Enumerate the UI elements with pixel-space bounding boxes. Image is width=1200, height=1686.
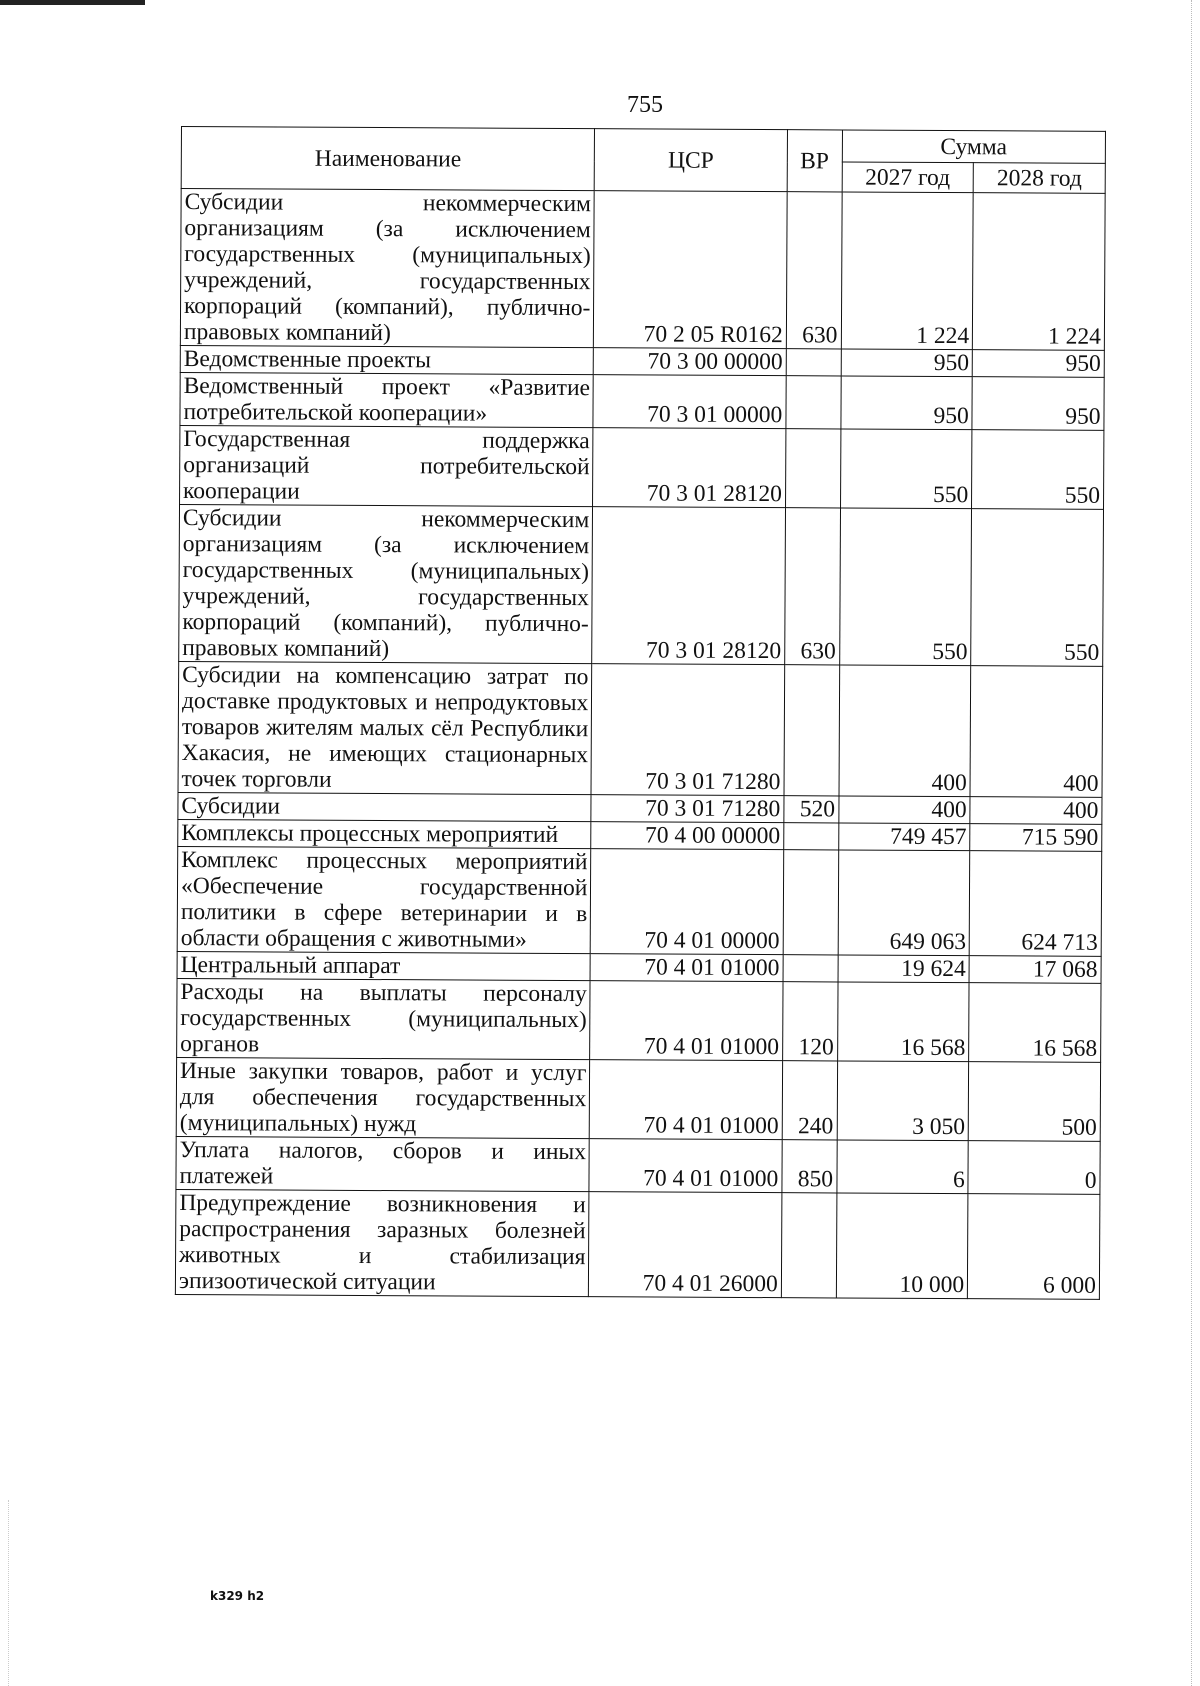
row-sum-2028: 16 568	[969, 983, 1101, 1063]
row-sum-2027: 10 000	[836, 1193, 968, 1299]
row-name: Ведомственный проект «Развитие потребительской кооперации»	[180, 372, 594, 427]
row-sum-2028: 550	[972, 430, 1104, 510]
table-row	[180, 425, 1104, 509]
table-body	[175, 189, 1105, 1300]
row-vr: 630	[785, 508, 841, 665]
row-sum-2027: 550	[840, 429, 972, 509]
header-vr: ВР	[787, 130, 842, 192]
header-sum: Сумма	[842, 130, 1106, 163]
scan-margin-line-left	[8, 1500, 10, 1686]
row-sum-2028: 715 590	[970, 824, 1102, 852]
row-sum-2027: 3 050	[837, 1061, 969, 1141]
row-sum-2027: 16 568	[837, 982, 969, 1062]
table-row	[180, 345, 1104, 377]
row-name: Расходы на выплаты персоналу государственных (муниципальных) органов	[177, 978, 591, 1059]
table-row	[177, 951, 1101, 983]
row-csr: 70 4 01 26000	[589, 1192, 782, 1298]
row-name: Субсидии некоммерческим организациям (за исключением государственных (муниципальных) учреждений, государственных корпораций (компаний), публично-правовых компаний)	[179, 504, 593, 663]
row-sum-2028: 17 068	[969, 956, 1101, 984]
table-row	[180, 189, 1105, 351]
row-csr: 70 4 00 00000	[591, 822, 784, 850]
row-csr: 70 4 01 01000	[589, 1139, 782, 1193]
row-csr: 70 3 01 71280	[591, 664, 784, 796]
row-csr: 70 3 01 00000	[593, 375, 786, 429]
row-name: Центральный аппарат	[177, 951, 590, 980]
row-sum-2028: 400	[970, 797, 1102, 825]
row-name: Комплекс процессных мероприятий «Обеспечение государственной политики в сфере ветеринарии и в области обращения с животными»	[177, 846, 591, 953]
row-vr	[786, 376, 841, 429]
header-name: Наименование	[181, 127, 595, 191]
table-row	[178, 661, 1103, 797]
row-csr: 70 3 01 28120	[593, 428, 786, 508]
table-row	[180, 372, 1104, 430]
row-sum-2028: 0	[968, 1141, 1100, 1195]
header-year-2028: 2028 год	[973, 163, 1105, 194]
row-sum-2028: 950	[972, 377, 1104, 431]
top-edge-line	[0, 0, 145, 5]
row-csr: 70 3 01 71280	[591, 795, 784, 823]
page-number: 755	[627, 92, 663, 118]
row-vr: 630	[786, 192, 842, 349]
row-sum-2027: 1 224	[841, 192, 974, 350]
row-vr: 850	[782, 1140, 837, 1193]
row-sum-2028: 400	[970, 666, 1102, 798]
row-sum-2027: 950	[841, 349, 973, 377]
row-vr	[783, 955, 838, 982]
row-vr	[781, 1193, 836, 1298]
row-sum-2027: 649 063	[838, 850, 970, 956]
row-sum-2028: 1 224	[973, 193, 1106, 351]
row-sum-2028: 624 713	[969, 851, 1101, 957]
row-vr	[784, 823, 839, 850]
row-sum-2028: 500	[968, 1062, 1100, 1142]
row-sum-2027: 6	[836, 1140, 968, 1194]
footer-code: k329 h2	[210, 1589, 265, 1603]
row-name: Субсидии	[178, 792, 591, 821]
row-sum-2028: 550	[971, 509, 1104, 667]
table-row	[175, 1189, 1100, 1299]
table-row	[177, 978, 1101, 1062]
table-header	[181, 127, 1105, 194]
row-csr: 70 4 01 01000	[590, 1060, 783, 1140]
row-sum-2028: 6 000	[968, 1194, 1100, 1300]
row-csr: 70 3 01 28120	[592, 507, 785, 665]
scan-margin-line	[1190, 0, 1192, 1686]
row-sum-2028: 950	[972, 350, 1104, 378]
table-row	[177, 846, 1102, 956]
row-vr: 520	[784, 796, 839, 823]
row-name: Ведомственные проекты	[180, 345, 593, 374]
table-row	[176, 1136, 1100, 1194]
row-csr: 70 4 01 01000	[590, 954, 783, 982]
row-vr: 120	[782, 982, 837, 1061]
row-sum-2027: 19 624	[838, 955, 970, 983]
row-name: Иные закупки товаров, работ и услуг для обеспечения государственных (муниципальных) нужд	[176, 1057, 590, 1138]
row-sum-2027: 400	[839, 665, 971, 797]
row-csr: 70 4 01 01000	[590, 981, 783, 1061]
row-name: Уплата налогов, сборов и иных платежей	[176, 1136, 590, 1191]
table-row	[179, 504, 1104, 666]
row-name: Субсидии некоммерческим организациям (за исключением государственных (муниципальных) учреждений, государственных корпораций (компаний), публично-правовых компаний)	[180, 189, 594, 348]
row-vr	[786, 349, 841, 376]
table-row	[176, 1057, 1100, 1141]
row-name: Государственная поддержка организаций потребительской кооперации	[180, 425, 594, 506]
row-name: Предупреждение возникновения и распространения заразных болезней животных и стабилизация эпизоотической ситуации	[175, 1189, 589, 1296]
header-csr: ЦСР	[595, 129, 788, 192]
row-sum-2027: 749 457	[838, 823, 970, 851]
budget-table	[175, 126, 1106, 1300]
row-csr: 70 2 05 R0162	[594, 191, 787, 349]
row-sum-2027: 950	[840, 376, 972, 430]
row-csr: 70 3 00 00000	[594, 348, 787, 376]
row-vr: 240	[782, 1061, 837, 1140]
row-vr	[783, 850, 838, 955]
header-year-2027: 2027 год	[842, 162, 974, 193]
row-sum-2027: 400	[838, 796, 970, 824]
row-sum-2027: 550	[839, 508, 972, 666]
row-vr	[784, 665, 839, 796]
row-name: Субсидии на компенсацию затрат по доставке продуктовых и непродуктовых товаров жителям малых сёл Республики Хакасия, не имеющих стационарных точек торговли	[178, 661, 592, 794]
row-name: Комплексы процессных мероприятий	[178, 819, 591, 848]
row-csr: 70 4 01 00000	[591, 849, 784, 955]
row-vr	[785, 429, 840, 508]
table-row	[178, 819, 1102, 851]
